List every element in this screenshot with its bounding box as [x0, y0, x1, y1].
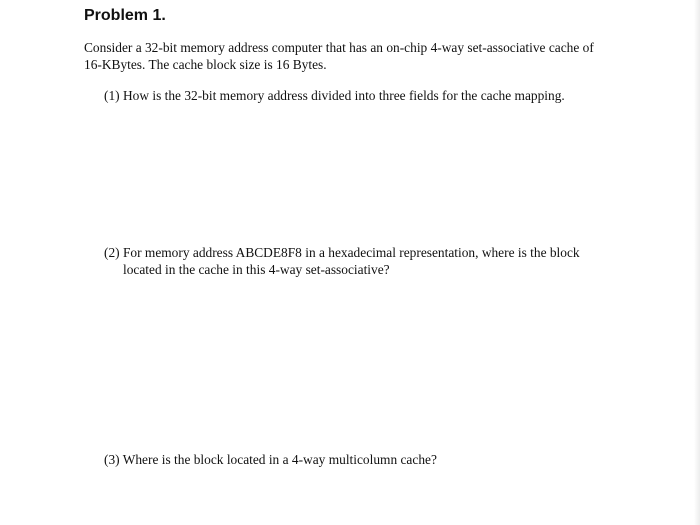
question-1	[104, 87, 565, 104]
intro-line-2: 16-KBytes. The cache block size is 16 Bytes.	[84, 57, 327, 72]
intro-line-1: Consider a 32-bit memory address computer that has an on-chip 4-way set-associative cache of	[84, 40, 594, 55]
question-3-text: (3) Where is the block located in a 4-way multicolumn cache?	[104, 452, 437, 467]
question-2	[104, 244, 580, 278]
question-2-line-2: located in the cache in this 4-way set-associative?	[123, 262, 390, 277]
question-1-text: (1) How is the 32-bit memory address divided into three fields for the cache mapping.	[104, 88, 565, 103]
page-edge-shadow	[694, 0, 700, 525]
problem-title: Problem 1.	[84, 7, 166, 24]
question-2-line-1: (2) For memory address ABCDE8F8 in a hexadecimal representation, where is the block	[104, 245, 580, 260]
question-3	[104, 451, 437, 468]
problem-intro	[84, 39, 594, 73]
